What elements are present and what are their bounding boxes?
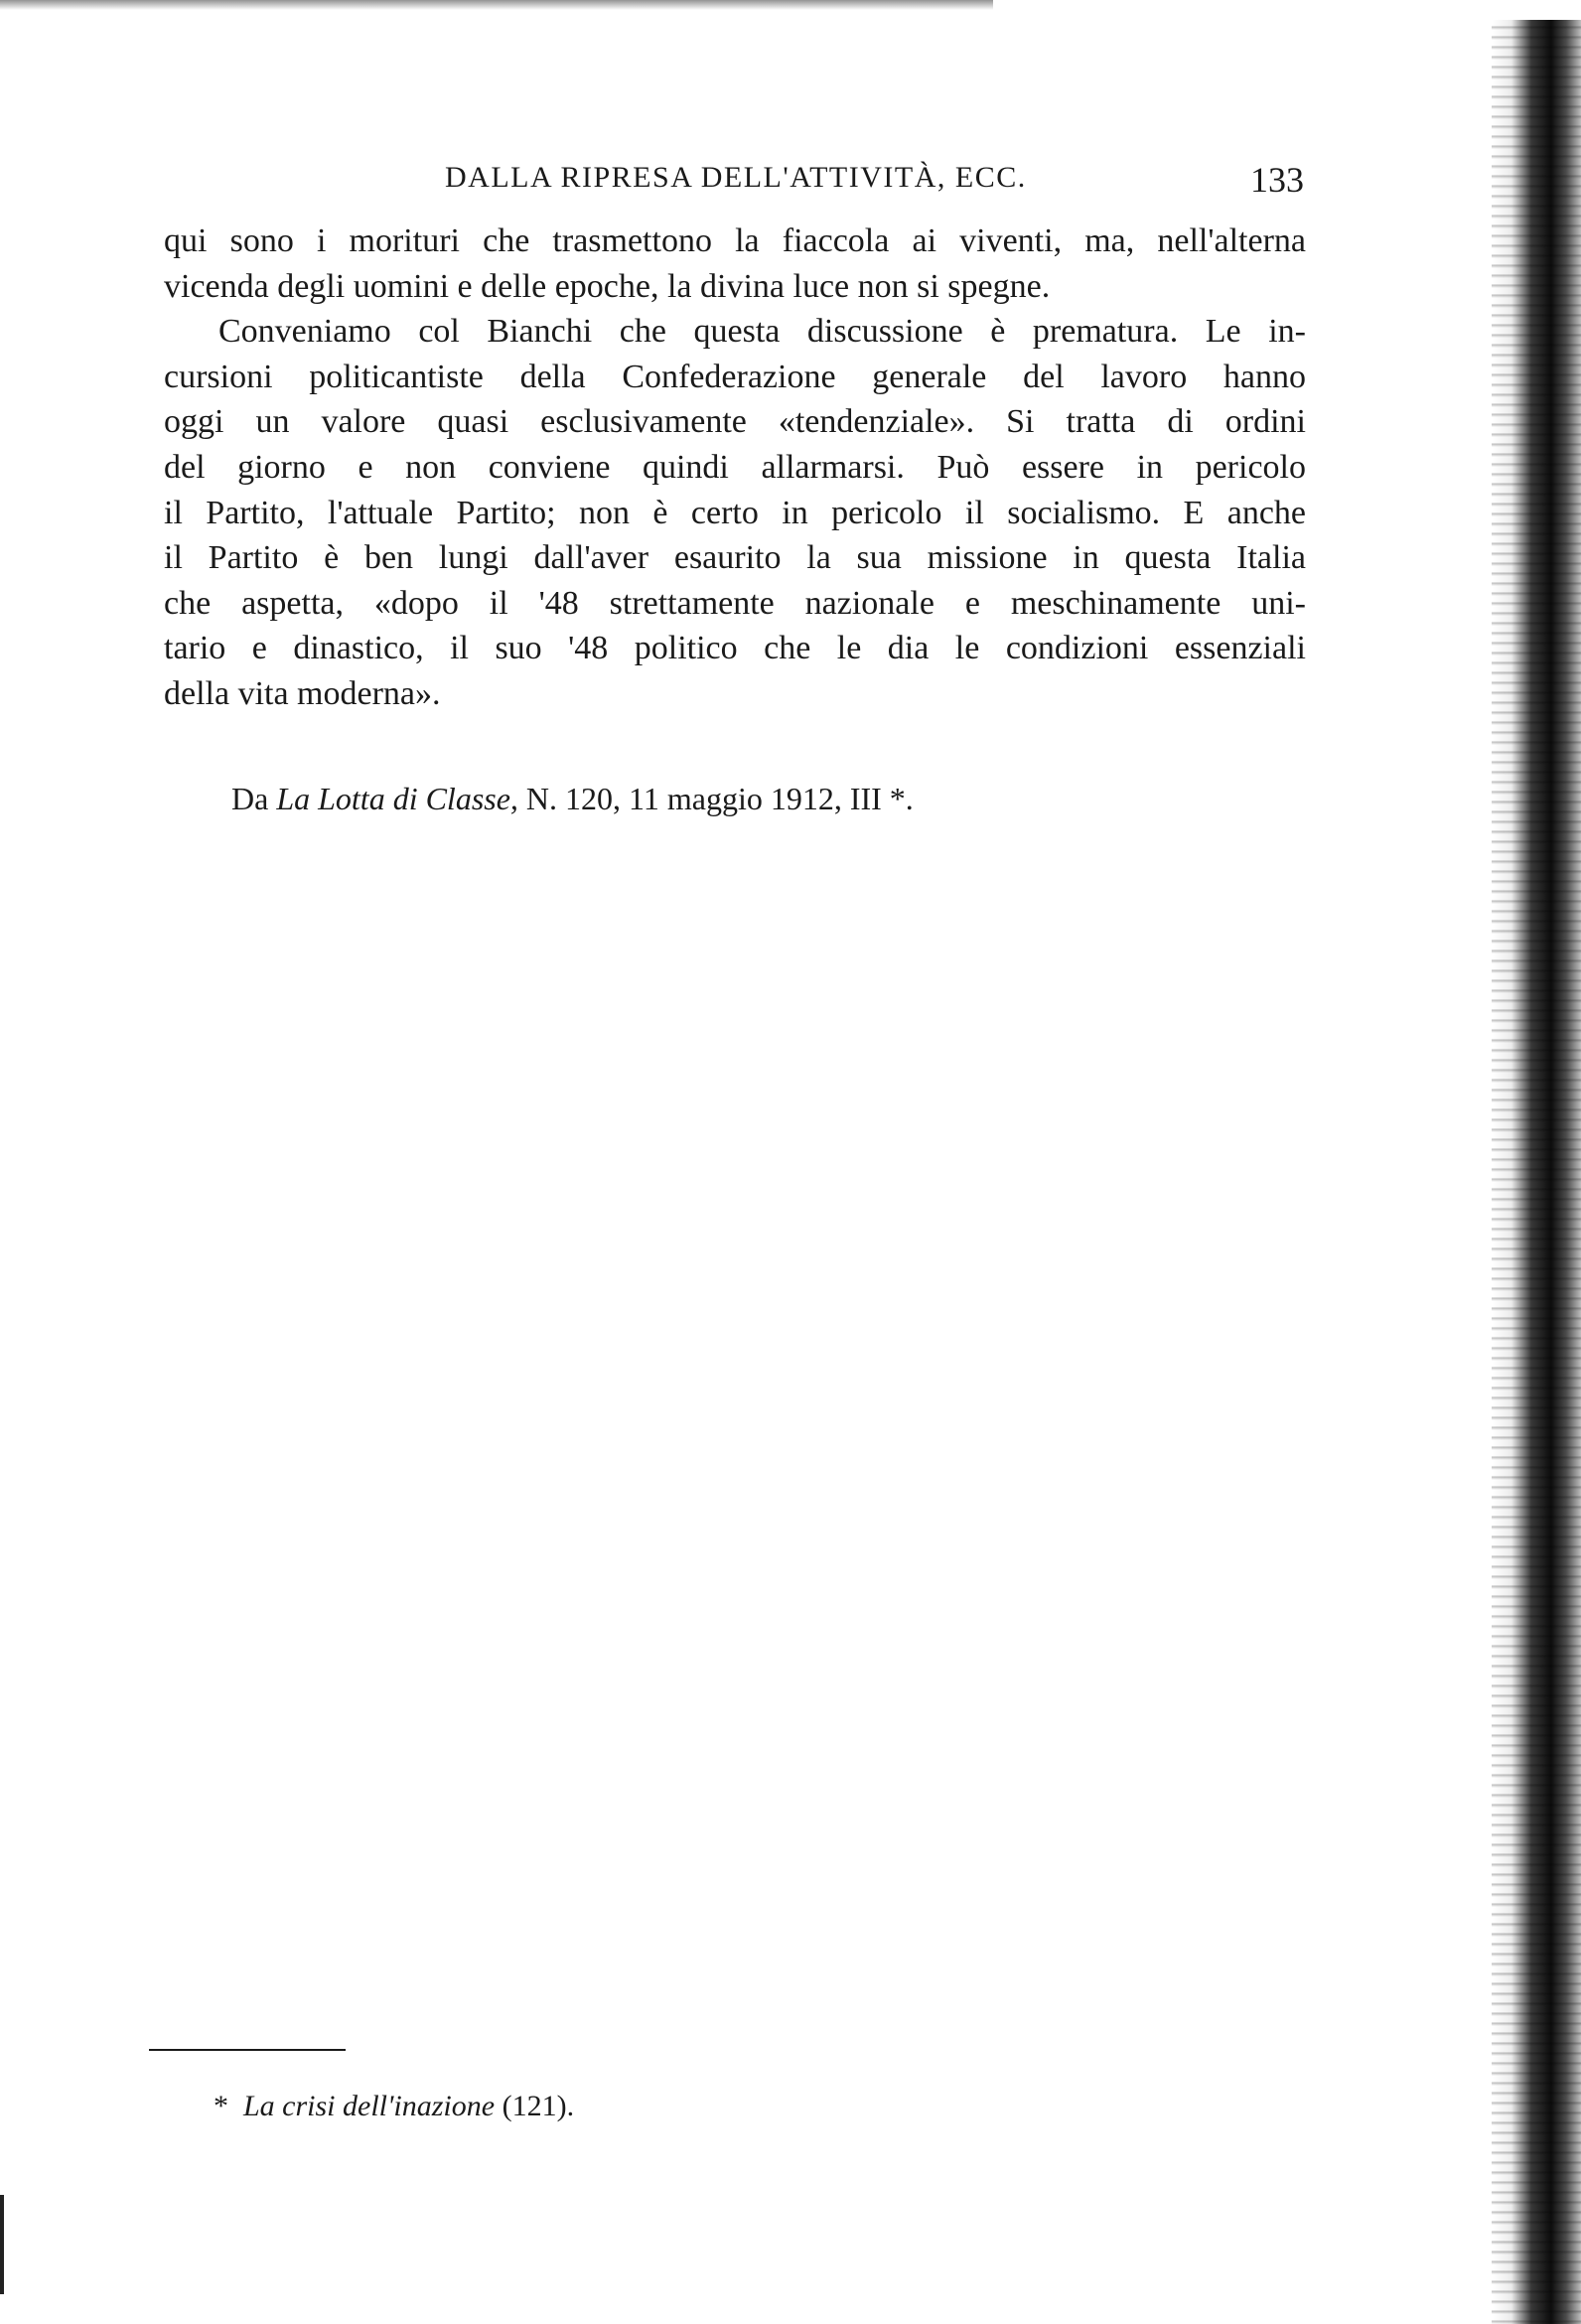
source-citation	[231, 781, 914, 817]
text-line: del giorno e non conviene quindi allarmarsi. Può essere in pericolo	[164, 448, 1306, 486]
text-line: della vita moderna».	[164, 674, 441, 712]
footnote-marker: *	[214, 2090, 228, 2122]
scan-binding-shadow	[1492, 20, 1581, 2324]
running-title: DALLA RIPRESA DELL'ATTIVITÀ, ECC.	[445, 161, 1027, 194]
text-line: il Partito è ben lungi dall'aver esaurito la sua missione in questa Italia	[164, 539, 1306, 577]
source-prefix: Da	[231, 781, 269, 816]
source-details: N. 120, 11 maggio 1912, III *.	[525, 781, 914, 816]
page-number: 133	[1250, 160, 1304, 200]
text-line: che aspetta, «dopo il '48 strettamente nazionale e meschinamente uni-	[164, 584, 1306, 622]
source-title: La Lotta di Classe,	[276, 781, 518, 816]
text-line: Conveniamo col Bianchi che questa discussione è prematura. Le in-	[218, 313, 1306, 351]
footnote-ref: (121).	[502, 2090, 575, 2122]
footnote	[214, 2090, 574, 2123]
footnote-rule	[149, 2049, 346, 2051]
scan-left-mark	[0, 2195, 4, 2294]
scan-top-edge	[0, 0, 993, 10]
text-line: oggi un valore quasi esclusivamente «tendenziale». Si tratta di ordini	[164, 403, 1306, 441]
text-line: vicenda degli uomini e delle epoche, la divina luce non si spegne.	[164, 267, 1051, 305]
footnote-title: La crisi dell'inazione	[243, 2090, 496, 2122]
text-line: tario e dinastico, il suo '48 politico che le dia le condizioni essenziali	[164, 630, 1306, 667]
text-line: il Partito, l'attuale Partito; non è certo in pericolo il socialismo. E anche	[164, 494, 1306, 531]
text-line: qui sono i morituri che trasmettono la fiaccola ai viventi, ma, nell'alterna	[164, 222, 1306, 259]
text-line: cursioni politicantiste della Confederazione generale del lavoro hanno	[164, 358, 1306, 395]
body-text	[164, 218, 1306, 717]
